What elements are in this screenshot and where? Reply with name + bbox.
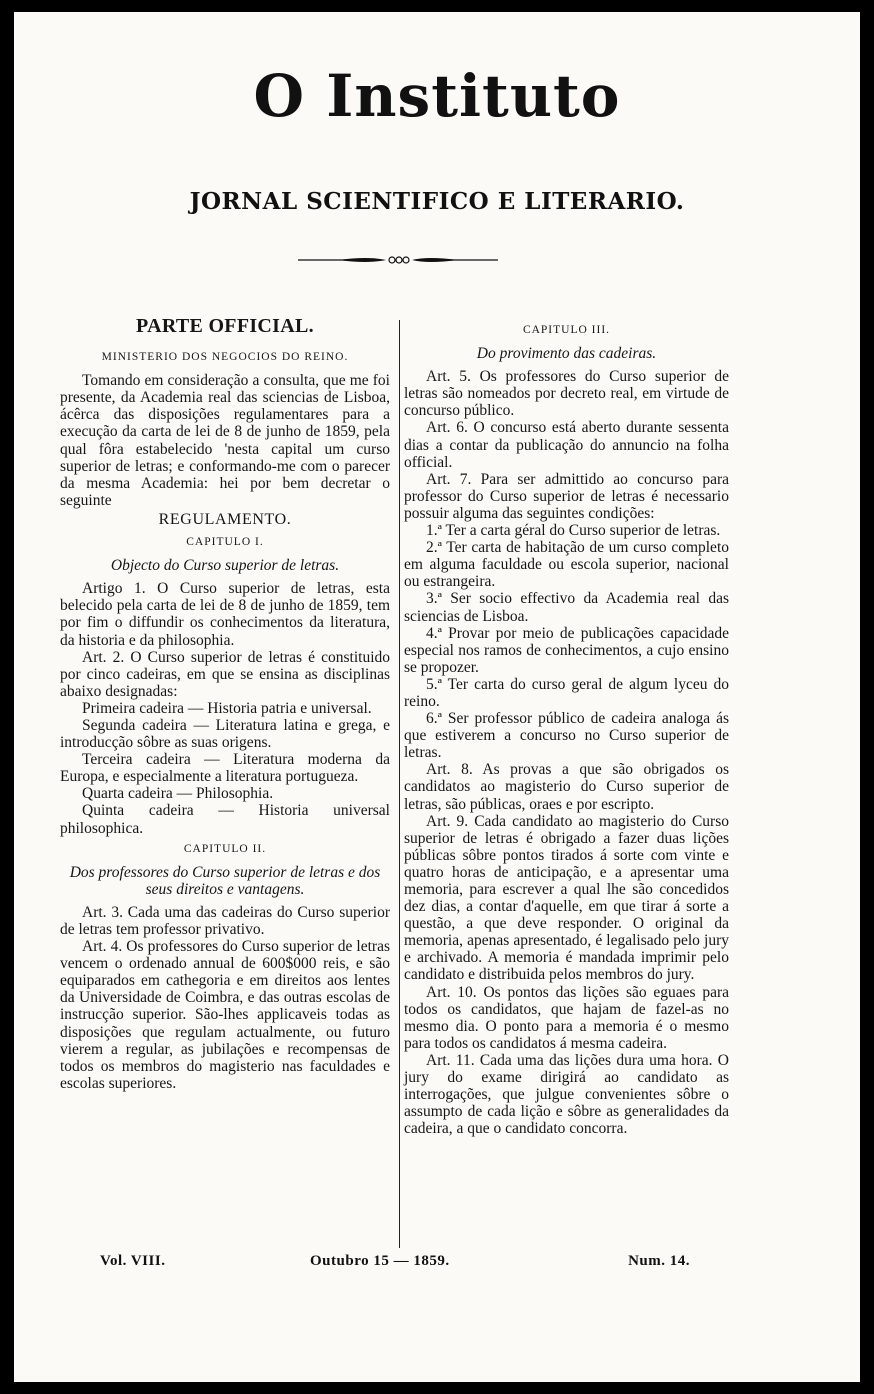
- condition-4: 4.ª Provar por meio de publicações capacidade especial nos ramos de conhecimentos, a cujo ensino se propozer.: [404, 624, 729, 676]
- page-footer: [100, 1253, 690, 1273]
- article-8: Art. 8. As provas a que são obrigados os candidatos ao magisterio do Curso superior de letras, são públicas, oraes e por escripto.: [404, 761, 729, 813]
- article-3: Art. 3. Cada uma das cadeiras do Curso superior de letras tem professor privativo.: [60, 903, 390, 938]
- article-4: Art. 4. Os professores do Curso superior de letras vencem o ordenado annual de 600$000 reis, e são equiparados em cathegoria e em direitos aos lentes da Universidade de Coimbra, e das outras escolas de instrucção superior. São-lhes applicaveis todas as disposições que regulam actualmente, ou futuro vierem a regular, as jubilações e recompensas de todos os membros do magisterio nas faculdades e escolas superiores.: [60, 938, 390, 1092]
- condition-6: 6.ª Ser professor público de cadeira analoga ás que estiverem a concurso no Curso superior de letras.: [404, 710, 729, 762]
- condition-2: 2.ª Ter carta de habitação de um curso completo em alguma faculdade ou escola superior, nacional ou estrangeira.: [404, 539, 729, 591]
- chapter-2-heading: CAPITULO II.: [183, 842, 267, 855]
- left-column: [60, 315, 390, 1092]
- condition-3: 3.ª Ser socio effectivo da Academia real das sciencias de Lisboa.: [404, 590, 729, 625]
- article-2: Art. 2. O Curso superior de letras é constituido por cinco cadeiras, em que se ensina as disciplinas abaixo designadas:: [60, 648, 390, 700]
- intro-paragraph: Tomando em consideração a consulta, que me foi presente, da Academia real das sciencias de Lisboa, ácêrca das disposições regulamentares para a execução da carta de lei de 8 de junho de 1859, pela qual fôra estabelecido 'nesta capital um curso superior de letras; e conformando-me com o parecer da mesma Academia: hei por bem decretar o seguinte: [60, 372, 390, 509]
- footer-number: Num. 14.: [628, 1253, 690, 1269]
- chapter-1-heading: CAPITULO I.: [186, 536, 264, 549]
- cadeira-4: Quarta cadeira — Philosophia.: [82, 785, 274, 803]
- chapter-3-title: Do provimento das cadeiras.: [476, 345, 657, 363]
- footer-date: Outubro 15 — 1859.: [310, 1253, 450, 1269]
- regulamento-heading: REGULAMENTO.: [158, 510, 292, 528]
- cadeira-1: Primeira cadeira — Historia patria e universal.: [82, 699, 372, 717]
- article-5: Art. 5. Os professores do Curso superior de letras são nomeados por decreto real, em virtude de concurso público.: [404, 368, 729, 420]
- section-title: PARTE OFFICIAL.: [136, 315, 314, 337]
- footer-volume: Vol. VIII.: [100, 1253, 166, 1269]
- cadeira-5: Quinta cadeira — Historia universal philosophica.: [60, 802, 390, 837]
- article-1: Artigo 1. O Curso superior de letras, esta belecido pela carta de lei de 8 de junho de 1859, tem por fim o diffundir os conhecimentos da literatura, da historia e da philosophia.: [60, 580, 390, 649]
- article-11: Art. 11. Cada uma das lições dura uma hora. O jury do exame dirigirá ao candidato as interrogações, que julgue convenientes sôbre o assumpto de cada lição e sôbre as generalidades da cadeira, a que o candidato concorra.: [404, 1051, 729, 1138]
- ministry-heading: MINISTERIO DOS NEGOCIOS DO REINO.: [101, 351, 349, 364]
- column-divider: [399, 320, 400, 1248]
- condition-1: 1.ª Ter a carta géral do Curso superior de letras.: [426, 522, 721, 540]
- article-10: Art. 10. Os pontos das lições são eguaes para todos os candidatos, que hajam de fazel-as no mesmo dia. O ponto para a memoria é o mesmo para todos os candidatos á mesma cadeira.: [404, 983, 729, 1052]
- masthead-title: O Instituto: [253, 62, 621, 130]
- chapter-1-title: Objecto do Curso superior de letras.: [110, 557, 340, 575]
- masthead-subtitle: JORNAL SCIENTIFICO E LITERARIO.: [189, 188, 685, 215]
- chapter-3-heading: CAPITULO III.: [522, 324, 611, 336]
- cadeira-3: Terceira cadeira — Literatura moderna da Europa, e especialmente a literatura portugueza.: [60, 751, 390, 786]
- ornament-rule-icon: [298, 253, 498, 267]
- condition-5: 5.ª Ter carta do curso geral de algum lyceu do reino.: [404, 675, 729, 710]
- cadeira-2: Segunda cadeira — Literatura latina e grega, e introducção sôbre as suas origens.: [60, 716, 390, 752]
- right-column: [404, 318, 729, 1137]
- chapter-2-title: Dos professores do Curso superior de letras e dos seus direitos e vantagens.: [69, 863, 381, 898]
- article-9: Art. 9. Cada candidato ao magisterio do Curso superior de letras é obrigado a fazer duas lições públicas sôbre pontos tirados á sorte com vinte e quatro horas de anticipação, e a apresentar uma memoria, para escrever a qual lhe são concedidos dez dias, a contar d'aquelle, em que tirar á sorte a questão, a que deve responder. O original da memoria, apenas apresentado, é legalisado pelo jury e archivado. A memoria é mandada imprimir pelo candidato e distribuida pelos membros do jury.: [404, 812, 729, 984]
- article-6: Art. 6. O concurso está aberto durante sessenta dias a contar da publicação do annuncio na folha official.: [404, 419, 729, 471]
- article-7: Art. 7. Para ser admittido ao concurso para professor do Curso superior de letras é necessario possuir alguma das seguintes condições:: [404, 470, 729, 522]
